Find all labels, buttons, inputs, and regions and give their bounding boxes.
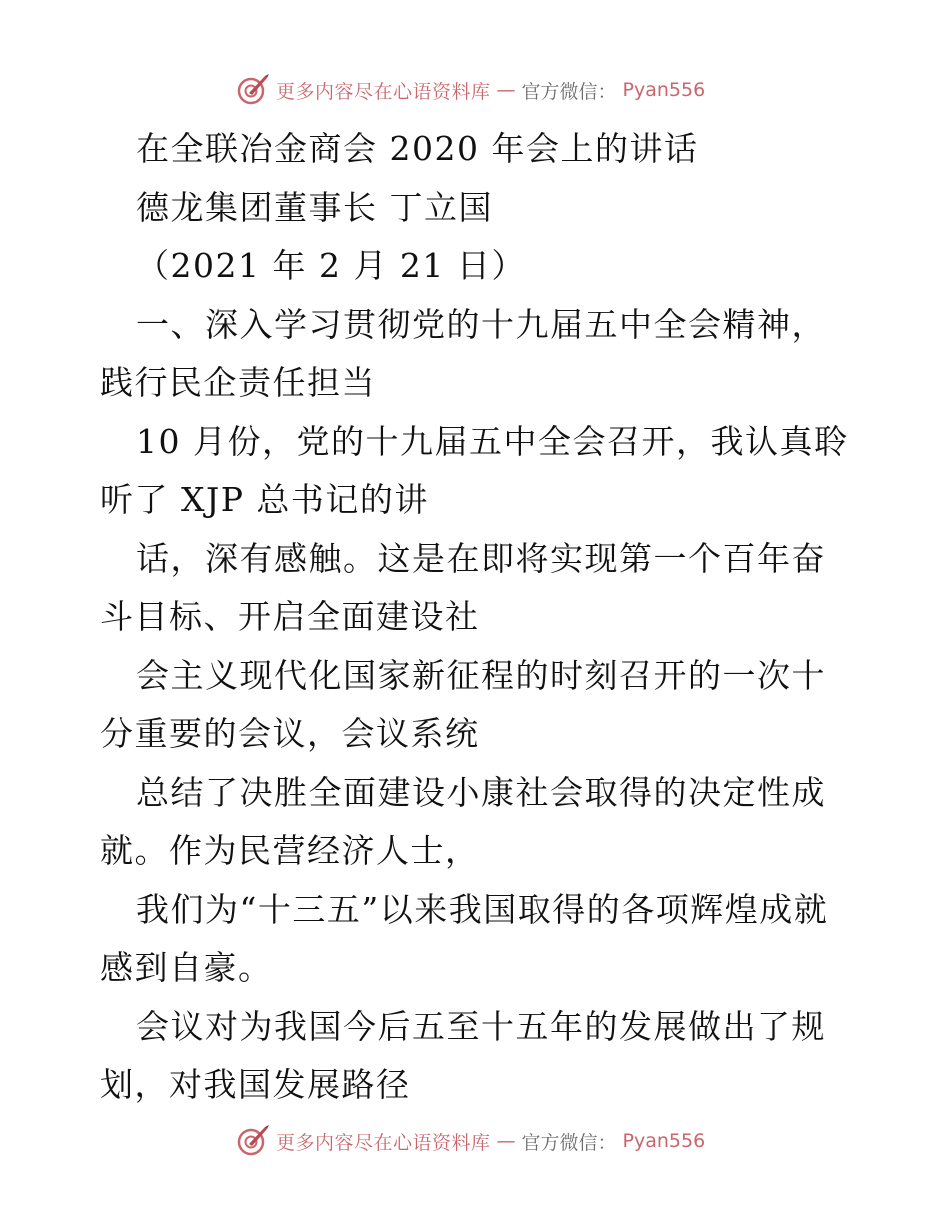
watermark-separator: — [496,1130,516,1152]
document-title: 在全联冶金商会 2020 年会上的讲话 [136,129,699,168]
footer-watermark [236,1123,705,1159]
paragraph: 话，深有感触。这是在即将实现第一个百年奋斗目标、开启全面建设社 [100,538,826,636]
watermark-separator: — [496,79,516,101]
paragraph: 10 月份，党的十九届五中全会召开，我认真聆听了 XJP 总书记的讲 [100,421,849,519]
watermark-text: 更多内容尽在心语资料库 [276,80,491,103]
watermark-account: Pyan556 [622,1130,706,1152]
paragraph: 会主义现代化国家新征程的时刻召开的一次十分重要的会议，会议系统 [100,655,826,753]
watermark-text: 更多内容尽在心语资料库 [276,1131,491,1154]
watermark-label: 官方微信： [521,80,617,103]
document-date: （2021 年 2 月 21 日） [136,246,526,285]
watermark-account: Pyan556 [622,79,706,101]
header-watermark [236,72,705,108]
quill-pen-icon [236,73,270,107]
document-speaker: 德龙集团董事长 丁立国 [136,187,493,227]
paragraph: 一、深入学习贯彻党的十九届五中全会精神，践行民企责任担当 [100,304,826,402]
paragraph: 会议对为我国今后五至十五年的发展做出了规划，对我国发展路径 [100,1006,826,1104]
document-body [100,120,860,1115]
paragraph: 我们为“十三五”以来我国取得的各项辉煌成就感到自豪。 [100,889,829,987]
paragraph: 总结了决胜全面建设小康社会取得的决定性成就。作为民营经济人士， [100,772,826,870]
watermark-label: 官方微信： [521,1131,617,1154]
quill-pen-icon [236,1124,270,1158]
